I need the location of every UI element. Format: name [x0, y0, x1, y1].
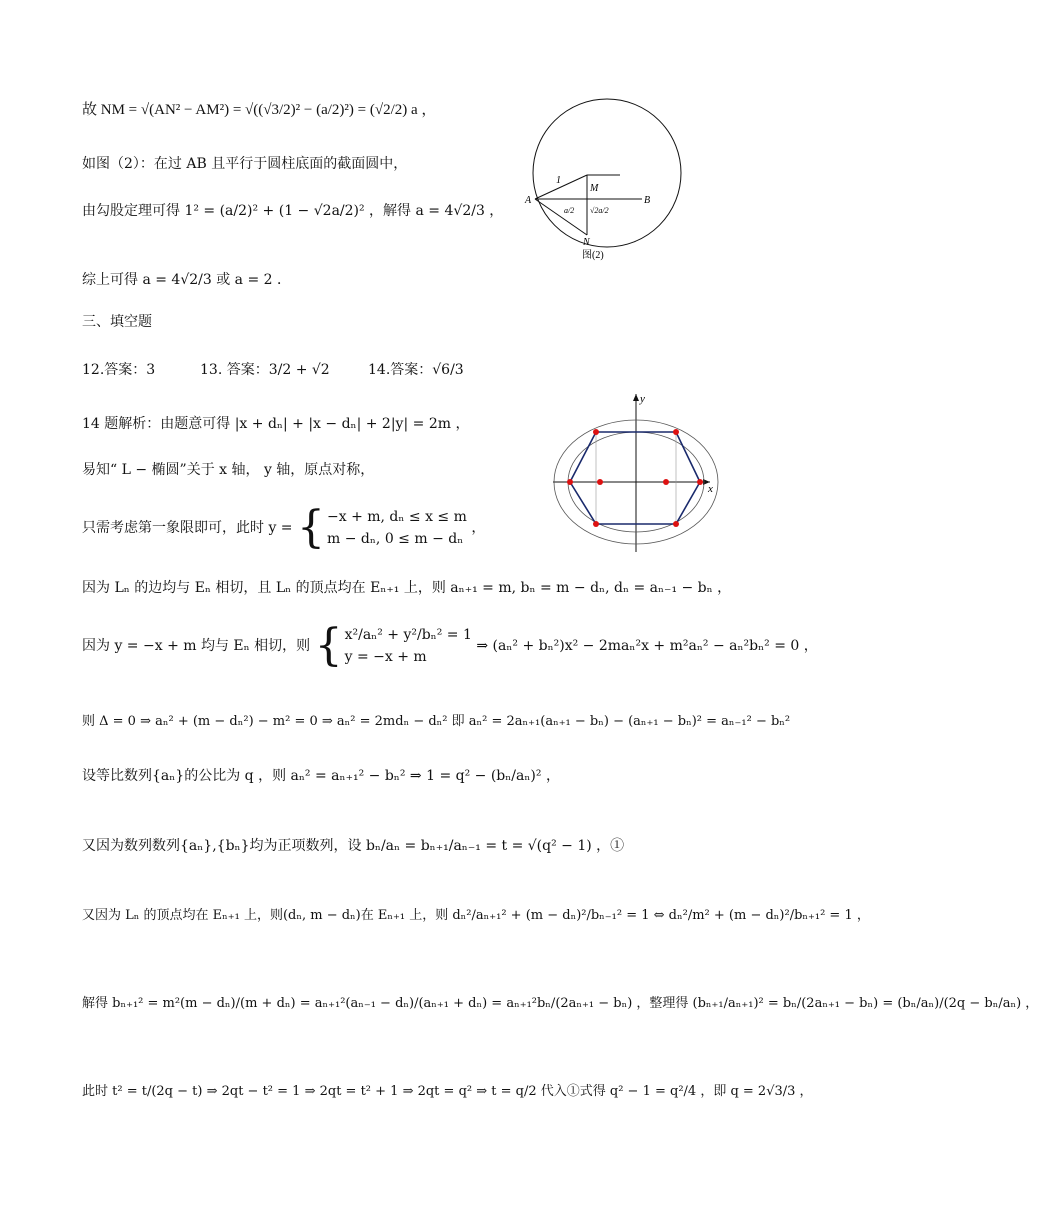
line-discriminant [82, 712, 790, 732]
line-nm-formula [82, 100, 436, 120]
line-figure-ref [82, 154, 407, 174]
text-tangent-vertices: 因为 Lₙ 的边均与 Eₙ 相切，且 Lₙ 的顶点均在 Eₙ₊₁ 上，则 aₙ₊₁ = m, bₙ = m − dₙ, dₙ = aₙ₋₁ − bₙ ， [82, 580, 732, 596]
text-tangent-intro: 因为 y = −x + m 均与 Eₙ 相切，则 [82, 638, 311, 654]
text-solve-b: 解得 bₙ₊₁² = m²(m − dₙ)/(m + dₙ) = aₙ₊₁²(aₙ₋₁ − dₙ)/(aₙ₊₁ + dₙ) = aₙ₊₁²bₙ/(2aₙ₊₁ − bₙ) ，整理得 (bₙ₊₁/aₙ₊₁)² = bₙ/(2aₙ₊₁ − bₙ) = (bₙ/aₙ)/(2q − bₙ/aₙ) ， [82, 996, 1038, 1011]
label-half-a: a/2 [564, 206, 575, 215]
label-root2a: √2a/2 [590, 206, 609, 215]
piecewise-row-1: −x + m, dₙ ≤ x ≤ m [327, 509, 467, 525]
text-symmetry: 易知“ L − 椭圆”关于 x 轴， y 轴，原点对称， [82, 462, 375, 478]
y-axis-arrow [633, 394, 639, 401]
section-heading [82, 312, 152, 332]
answer-13: 13. 答案：3/2 + √2 [200, 362, 330, 378]
figure-ellipse-hexagon [548, 388, 718, 558]
answers-row [82, 360, 155, 380]
vertex-point [567, 479, 573, 485]
text-analysis-14: 14 题解析：由题意可得 |x + dₙ| + |x − dₙ| + 2|y| = 2m ， [82, 416, 470, 432]
line-symmetry [82, 460, 374, 480]
line-vertex-on-ellipse [82, 906, 870, 926]
answer-12: 12.答案：3 [82, 362, 156, 378]
line-piecewise: 只需考虑第一象限即可，此时 y = { −x + m, dₙ ≤ x ≤ m m − dₙ, 0 ≤ m − dₙ ， [82, 502, 486, 553]
line-final-q [82, 1082, 813, 1102]
label-n: N [583, 237, 590, 248]
hexagon [570, 432, 700, 524]
answers-row-13 [200, 360, 330, 380]
system-row-line: y = −x + m [344, 649, 427, 665]
line-analysis-14 [82, 414, 469, 434]
text-quadratic: ⇒ (aₙ² + bₙ²)x² − 2maₙ²x + m²aₙ² − aₙ²bₙ² = 0 ， [476, 638, 818, 654]
text-ratio: 设等比数列{aₙ}的公比为 q ，则 aₙ² = aₙ₊₁² − bₙ² ⇒ 1 = q² − (bₙ/aₙ)² ， [82, 768, 560, 784]
vertex-point [673, 521, 679, 527]
text-figure-ref: 如图（2）：在过 AB 且平行于圆柱底面的截面圆中， [82, 156, 408, 172]
segment-a-1 [535, 175, 587, 199]
answer-14: 14.答案：√6/3 [368, 362, 464, 378]
line-conclusion [82, 270, 291, 290]
line-ratio [82, 766, 560, 786]
text-discriminant: 则 Δ = 0 ⇒ aₙ² + (m − dₙ²) − m² = 0 ⇒ aₙ² = 2mdₙ − dₙ² 即 aₙ² = 2aₙ₊₁(aₙ₊₁ − bₙ) − (aₙ₊₁ − bₙ)² = aₙ₋₁² − bₙ² [82, 714, 791, 729]
section-circle [533, 99, 681, 247]
text-vertex-on-ellipse: 又因为 Lₙ 的顶点均在 Eₙ₊₁ 上，则(dₙ, m − dₙ)在 Eₙ₊₁ 上，则 dₙ²/aₙ₊₁² + (m − dₙ)²/bₙ₋₁² = 1 ⇔ dₙ²/m² + (m − dₙ)²/bₙ₊₁² = 1 ， [82, 908, 870, 923]
section-heading-text: 三、填空题 [82, 314, 152, 330]
system-row-ellipse: x²/aₙ² + y²/bₙ² = 1 [344, 627, 472, 643]
axis-y-label: y [640, 393, 645, 405]
axis-x-label: x [708, 483, 713, 495]
vertex-point [593, 521, 599, 527]
text-pythagoras: 由勾股定理可得 1² = (a/2)² + (1 − √2a/2)² ，解得 a = 4√2/3 ， [82, 203, 504, 219]
line-positive-seq [82, 836, 624, 856]
vertex-point [673, 429, 679, 435]
brace-symbol: { [297, 502, 325, 553]
focus-point [597, 479, 603, 485]
label-a: A [525, 195, 532, 206]
text-piecewise-intro: 只需考虑第一象限即可，此时 y = [82, 520, 293, 536]
line-tangent-system [82, 620, 818, 671]
label-one: 1 [556, 175, 561, 186]
label-b: B [644, 195, 651, 206]
text-final-q: 此时 t² = t/(2q − t) ⇒ 2qt − t² = 1 ⇒ 2qt = t² + 1 ⇒ 2qt = q² ⇒ t = q/2 代入①式得 q² − 1 = q²/4 ，即 q = 2√3/3 ， [82, 1084, 813, 1099]
label-m: M [590, 183, 599, 194]
line-solve-b [82, 994, 1038, 1014]
text-positive-seq: 又因为数列数列{aₙ},{bₙ}均为正项数列，设 bₙ/aₙ = bₙ₊₁/aₙ₋₁ = t = √(q² − 1) ，① [82, 838, 625, 854]
line-pythagoras [82, 201, 503, 221]
text-nm-formula: 故 NM = √(AN² − AM²) = √((√3/2)² − (a/2)²) = (√2/2) a ， [82, 102, 437, 118]
piecewise-row-2: m − dₙ, 0 ≤ m − dₙ [327, 531, 464, 547]
line-tangent-vertices [82, 578, 731, 598]
tangent-system [314, 620, 472, 671]
brace-symbol-2: { [314, 620, 343, 671]
focus-point [663, 479, 669, 485]
figure-caption: 图(2) [582, 250, 604, 261]
piecewise-system [297, 502, 467, 553]
figure-circle-section [520, 95, 690, 265]
vertex-point [593, 429, 599, 435]
vertex-point [697, 479, 703, 485]
answers-row-14 [368, 360, 464, 380]
text-conclusion: 综上可得 a = 4√2/3 或 a = 2 ． [82, 272, 292, 288]
segment-a-n [535, 199, 587, 235]
